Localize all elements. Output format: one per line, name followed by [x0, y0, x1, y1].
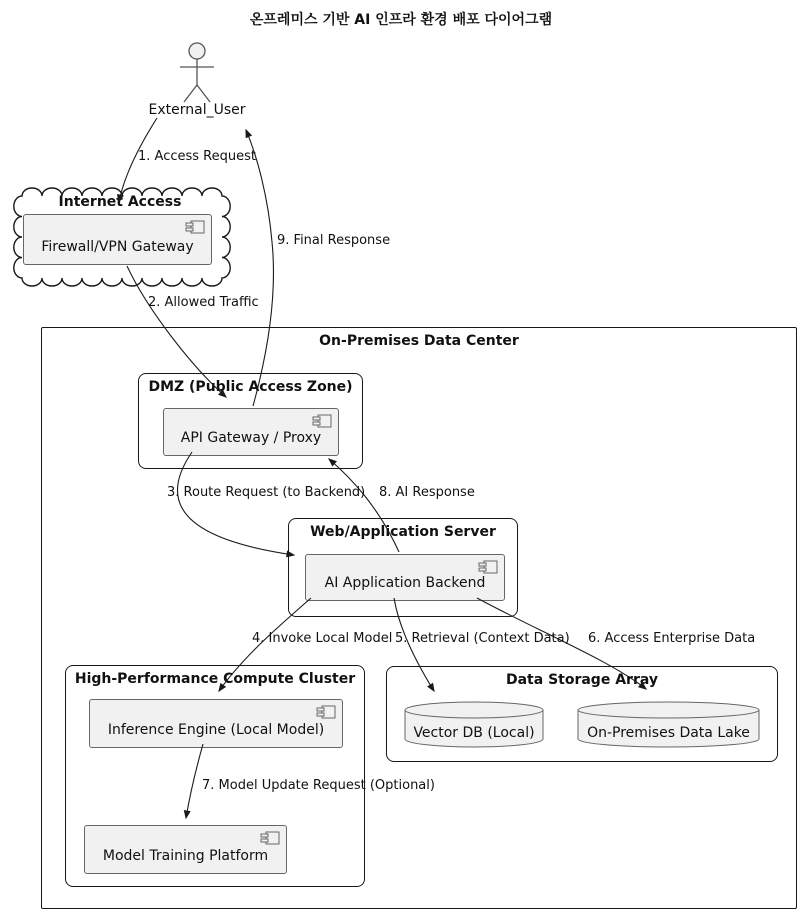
package-title: On-Premises Data Center: [319, 333, 519, 349]
edge-label-final-response: 9. Final Response: [277, 233, 391, 248]
actor-label: External_User: [148, 102, 246, 118]
package-title: Data Storage Array: [505, 672, 658, 688]
component-model-training: [84, 825, 287, 874]
component-icon: [260, 831, 280, 845]
edge-label-retrieval: 5. Retrieval (Context Data): [395, 631, 570, 646]
diagram-title: 온프레미스 기반 AI 인프라 환경 배포 다이어그램: [249, 12, 553, 28]
package-dmz: [138, 373, 363, 469]
component-icon: [478, 560, 498, 574]
package-hpc-cluster: [65, 665, 365, 887]
component-label: AI Application Backend: [324, 575, 486, 591]
edge-label-ai-response: 8. AI Response: [379, 485, 475, 500]
database-label: On-Premises Data Lake: [587, 725, 750, 741]
component-icon: [312, 414, 332, 428]
edge-label-invoke-local-model: 4. Invoke Local Model: [252, 631, 393, 646]
component-label: Firewall/VPN Gateway: [41, 239, 194, 255]
package-title: DMZ (Public Access Zone): [148, 379, 353, 395]
package-datacenter: [41, 327, 797, 909]
component-label: Model Training Platform: [102, 848, 269, 864]
package-title: High-Performance Compute Cluster: [74, 671, 356, 687]
component-label: API Gateway / Proxy: [180, 430, 322, 446]
database-label: Vector DB (Local): [413, 725, 535, 741]
component-label: Inference Engine (Local Model): [107, 722, 325, 738]
database-data-lake: [577, 701, 760, 748]
edge-label-model-update-request: 7. Model Update Request (Optional): [202, 778, 435, 793]
component-icon: [316, 705, 336, 719]
actor-figure: [180, 43, 214, 102]
component-api-gateway: [163, 408, 339, 456]
package-title: Web/Application Server: [310, 524, 496, 540]
component-icon: [185, 220, 205, 234]
package-webserver: [288, 518, 518, 617]
component-inference-engine: [89, 699, 343, 748]
edge-label-access-request: 1. Access Request: [138, 149, 256, 164]
package-data-storage: [386, 666, 778, 762]
cloud-title: Internet Access: [58, 194, 182, 210]
component-firewall-vpn-gateway: [23, 214, 212, 265]
database-vector-db: [404, 701, 544, 748]
component-ai-backend: [305, 554, 505, 601]
edge-label-route-request: 3. Route Request (to Backend): [167, 485, 366, 500]
edge-label-allowed-traffic: 2. Allowed Traffic: [148, 295, 259, 310]
edge-label-access-enterprise-data: 6. Access Enterprise Data: [588, 631, 756, 646]
